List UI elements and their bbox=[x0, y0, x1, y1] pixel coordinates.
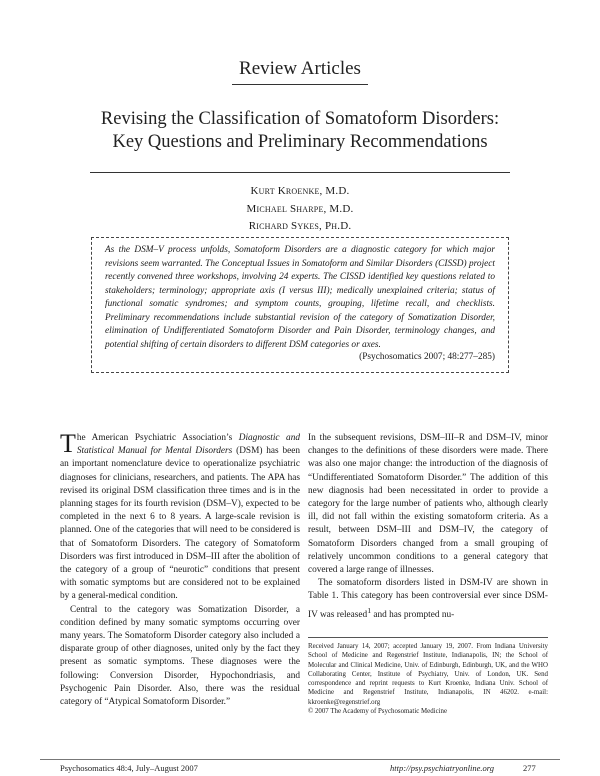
dsm-title-italic: Diagnostic and Statistical Manual for Mental Disorders bbox=[76, 433, 300, 457]
title-rule bbox=[90, 172, 510, 173]
page-number: 277 bbox=[523, 763, 536, 773]
article-title-line-2: Key Questions and Preliminary Recommendations bbox=[112, 132, 488, 152]
body-paragraph-2: Central to the category was Somatization Disorder, a condition defined by many somatic symptoms occurring over many years. The Somatoform Disorder category also included a disparate group of other diagnoses, united only by the fact they present as somatic symptoms. These diagnoses were the following: Conversion Disorder, Hypochondriasis, and Psychogenic Pain Disorder. Also, there was the residual category of “Atypical Somatoform Disorder.” bbox=[60, 604, 300, 708]
body-column-right bbox=[308, 432, 548, 622]
article-title bbox=[40, 108, 560, 154]
citation-superscript: 1 bbox=[367, 605, 372, 615]
footer-rule bbox=[40, 759, 560, 760]
author-1: Kurt Kroenke, M.D. bbox=[250, 185, 350, 197]
body-column-left bbox=[60, 429, 300, 709]
article-title-line-1: Revising the Classification of Somatoform Disorders: bbox=[100, 109, 500, 129]
author-list bbox=[0, 183, 600, 236]
section-rule bbox=[232, 84, 368, 85]
copyright-notice: © 2007 The Academy of Psychosomatic Medicine bbox=[308, 708, 448, 716]
abstract-citation: (Psychosomatics 2007; 48:277–285) bbox=[359, 352, 495, 362]
footnote-rule bbox=[308, 637, 548, 638]
body-paragraph-4: The somatoform disorders listed in DSM-IV are shown in Table 1. This category has been controversial ever since DSM-IV was released$^1$ and has prompted nu- bbox=[308, 578, 548, 620]
footer-journal: Psychosomatics 48:4, July–August 2007 bbox=[60, 763, 198, 773]
drop-cap: T bbox=[60, 429, 76, 458]
footnote bbox=[308, 642, 548, 716]
author-2: Michael Sharpe, M.D. bbox=[246, 202, 354, 215]
footer-url[interactable]: http://psy.psychiatryonline.org bbox=[390, 763, 495, 773]
author-3: Richard Sykes, Ph.D. bbox=[248, 220, 352, 232]
section-heading: Review Articles bbox=[239, 58, 361, 79]
footnote-text: Received January 14, 2007; accepted January 19, 2007. From Indiana University School of Medicine and Regenstrief Institute, Indianapolis, IN; the School of Molecular and Clinical Medicine, Univ. of Edinburgh, Edinburgh, UK, and the WHO Collaborating Center, Institute of Psychiatry, Univ. of London, UK. Send correspondence and reprint requests to Kurt Kroenke, Indiana Univ. School of Medicine and Regenstrief Institute, Indianapolis, IN 46202. e-mail: kkroenke@regenstrief.org bbox=[308, 643, 548, 706]
body-paragraph-3: In the subsequent revisions, DSM–III–R and DSM–IV, minor changes to the definitions of these disorders were made. There was also one major change: the introduction of the diagnosis of “Undifferentiated Somatoform Disorder.” The addition of this new diagnosis had been necessitated in order to provide a category for the large number of patients who, although clearly ill, did not fall within the existing somatoform criteria. As a result, between DSM–III and DSM–IV, the category of Somatoform Disorders changed from a small grouping of relatively uncommon conditions to a general category that covered a large range of illnesses. bbox=[308, 433, 548, 576]
abstract-text: As the DSM–V process unfolds, Somatoform Disorders are a diagnostic category for which major revisions seem warranted. The Conceptual Issues in Somatoform and Similar Disorders (CISSD) project recently convened three workshops, involving 24 experts. The CISSD identified key questions related to stakeholders; terminology; appropriate axis (I versus III); medically unexplained criteria; status of functional somatic syndromes; and symptom counts, grouping, lifetime recall, and checklists. Preliminary recommendations include substantial revision of the category of Somatization Disorder, elimination of Undifferentiated Somatoform Disorder and Pain Disorder, terminology changes, and potential shifting of certain disorders to different DSM categories or axes. bbox=[105, 245, 495, 350]
body-paragraph-1: The American Psychiatric Association’s Diagnostic and Statistical Manual for Mental Disorders (DSM) has been an important nomenclature device to operationalize psychiatric diagnoses for clinicians, researchers, and patients. The APA has revised its original DSM classification three times and is in the planning stages for its fourth revision (DSM–V), expected to be completed in the next 6 to 8 years. A large-scale revision is planned. One of the categories that will need to be considered is that of Somatoform Disorders. The category of Somatoform Disorders was first introduced in DSM–III after the abolition of the category of a group of “neurotic” conditions that present with somatic symptoms but are considered not to be explained by a general-medical condition. bbox=[60, 429, 300, 602]
